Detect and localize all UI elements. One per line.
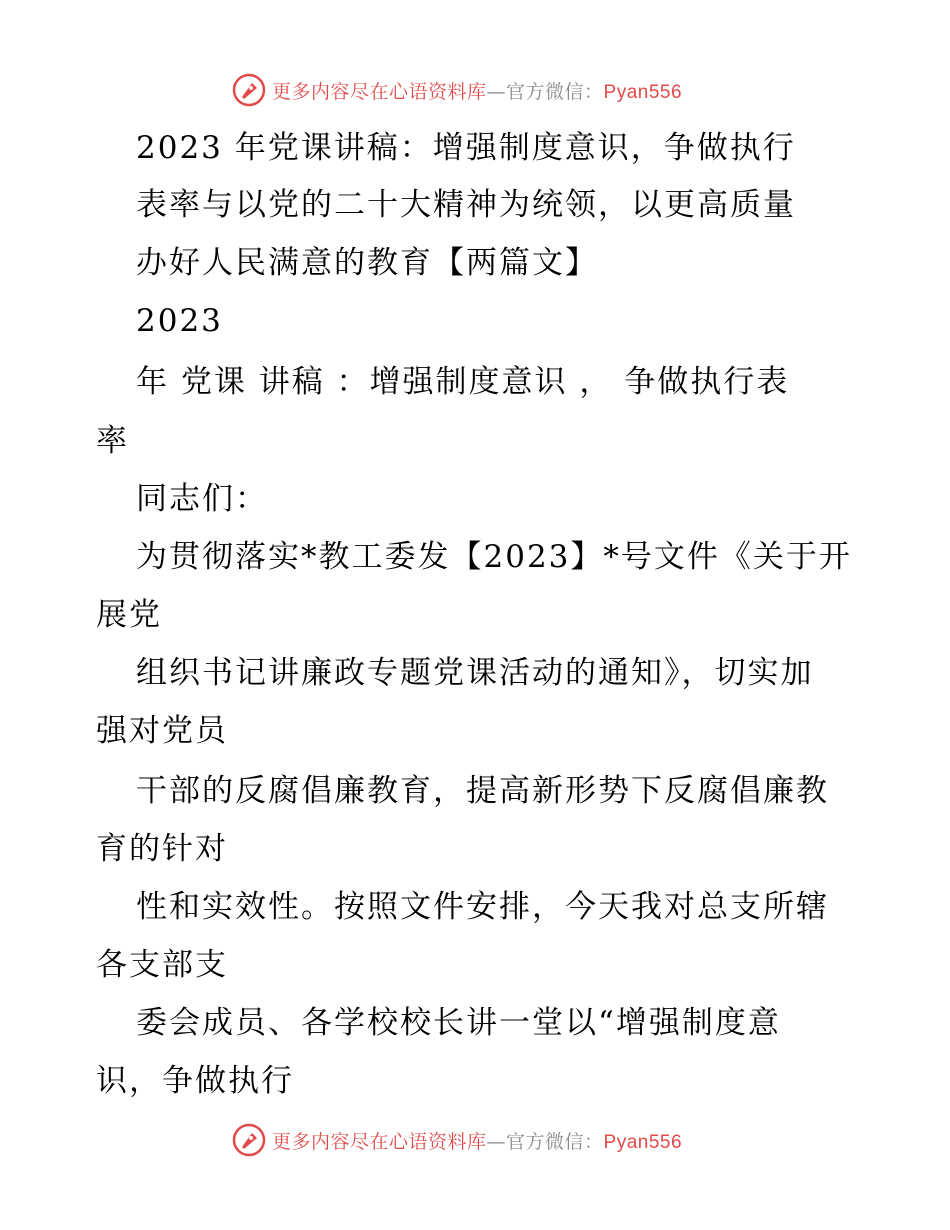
text-line: 2023 <box>136 303 223 339</box>
pen-nib-logo-icon <box>232 1123 266 1157</box>
title-line: 2023 年党课讲稿：增强制度意识，争做执行 <box>136 130 796 166</box>
text-line: 率 <box>96 423 129 459</box>
paragraph-line: 识，争做执行 <box>96 1063 294 1099</box>
paragraph-line: 展党 <box>96 597 162 633</box>
pen-nib-logo-icon <box>232 73 266 107</box>
paragraph-line: 干部的反腐倡廉教育，提高新形势下反腐倡廉教 <box>136 773 829 809</box>
paragraph-line: 强对党员 <box>96 713 228 749</box>
paragraph-line: 性和实效性。按照文件安排，今天我对总支所辖 <box>136 889 829 925</box>
paragraph-line: 组织书记讲廉政专题党课活动的通知》，切实加 <box>136 655 814 691</box>
paragraph-line: 育的针对 <box>96 831 228 867</box>
paragraph-line: 委会成员、各学校校长讲一堂以“增强制度意 <box>136 1005 781 1041</box>
salutation: 同志们： <box>136 481 268 517</box>
paragraph-line: 为贯彻落实*教工委发【2023】*号文件《关于开 <box>136 539 852 575</box>
watermark-footer <box>0 1120 950 1160</box>
title-line: 表率与以党的二十大精神为统领，以更高质量 <box>136 187 796 223</box>
subtitle-line: 年 党课 讲稿 ：增强制度意识 ， 争做执行表 <box>136 364 790 400</box>
watermark-header <box>0 70 950 110</box>
paragraph-line: 各支部支 <box>96 947 228 983</box>
title-line: 办好人民满意的教育【两篇文】 <box>136 245 598 281</box>
watermark-text: 更多内容尽在心语资料库—官方微信：Pyan556 <box>272 80 683 103</box>
watermark-text: 更多内容尽在心语资料库—官方微信：Pyan556 <box>272 1130 683 1153</box>
